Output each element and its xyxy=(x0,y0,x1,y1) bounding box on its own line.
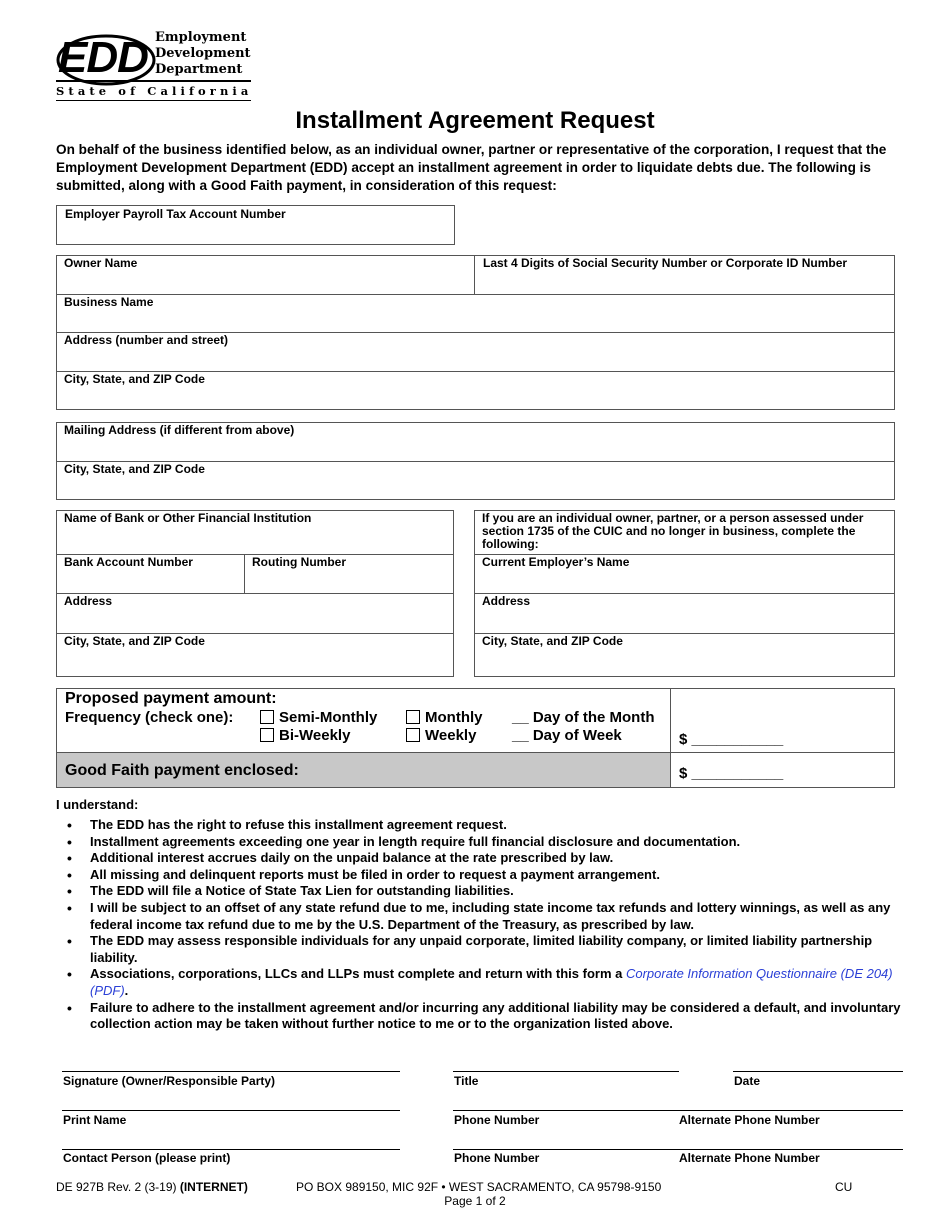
form-code: CU xyxy=(835,1180,853,1194)
contact-alt-phone-label: Alternate Phone Number xyxy=(679,1151,820,1165)
alt-phone-label: Alternate Phone Number xyxy=(679,1113,820,1127)
mailing-city-field[interactable] xyxy=(56,461,895,500)
employer-name-label: Current Employer’s Name xyxy=(482,555,630,569)
bank-account-field[interactable] xyxy=(56,554,244,593)
frequency-label: Frequency (check one): xyxy=(65,709,234,726)
bi-weekly-checkbox[interactable] xyxy=(260,728,274,742)
amount-divider xyxy=(670,688,671,788)
list-item: • Failure to adhere to the installment agreement and/or incurring any additional liability may be considered a default, and involuntary collection action may be taken without further notice to me or to the organization listed above. xyxy=(58,1000,908,1033)
logo-name-1: Employment xyxy=(155,30,247,45)
weekly-checkbox[interactable] xyxy=(406,728,420,742)
weekly-option[interactable] xyxy=(406,727,476,745)
employer-city-label: City, State, and ZIP Code xyxy=(482,634,623,648)
page-title: Installment Agreement Request xyxy=(295,107,655,134)
day-of-month-field[interactable]: __ Day of the Month xyxy=(512,709,655,726)
account-number-label: Employer Payroll Tax Account Number xyxy=(65,207,286,221)
employer-address-label: Address xyxy=(482,594,531,608)
mailing-city-label: City, State, and ZIP Code xyxy=(64,462,205,476)
individual-note xyxy=(474,510,895,554)
good-faith-amount-field[interactable]: $ ___________ xyxy=(679,765,784,782)
business-name-label: Business Name xyxy=(64,295,154,309)
title-line[interactable] xyxy=(453,1071,679,1072)
cuq-link[interactable]: Corporate Information Questionnaire (DE 204) (PDF) xyxy=(90,966,893,998)
title-label: Title xyxy=(454,1074,479,1088)
monthly-option[interactable] xyxy=(406,709,483,727)
city-state-zip-label: City, State, and ZIP Code xyxy=(64,372,205,386)
logo-rule-bottom xyxy=(56,100,251,101)
bank-city-field[interactable] xyxy=(56,633,454,677)
day-of-week-field[interactable]: __ Day of Week xyxy=(512,727,622,744)
edd-logo xyxy=(56,30,256,102)
semi-monthly-checkbox[interactable] xyxy=(260,710,274,724)
list-item: • The EDD has the right to refuse this installment agreement request. xyxy=(58,817,908,834)
semi-monthly-option[interactable] xyxy=(260,709,377,727)
logo-rule xyxy=(56,80,251,82)
city-state-zip-field[interactable] xyxy=(56,371,895,410)
internet-tag: (INTERNET) xyxy=(179,1180,248,1194)
monthly-label: Monthly xyxy=(425,709,483,726)
list-item-text: Associations, corporations, LLCs and LLPs must complete and return with this form a xyxy=(90,966,623,982)
address-street-field[interactable] xyxy=(56,332,895,371)
list-item: • The EDD will file a Notice of State Tax Lien for outstanding liabilities. xyxy=(58,883,908,900)
list-item: • Additional interest accrues daily on the unpaid balance at the rate prescribed by law. xyxy=(58,850,908,867)
individual-note-text: If you are an individual owner, partner, or a person assessed under section 1735 of the CUIC and no longer in business, complete the following: xyxy=(482,511,864,551)
address-street-label: Address (number and street) xyxy=(64,333,229,347)
contact-phone-label: Phone Number xyxy=(454,1151,540,1165)
good-faith-label: Good Faith payment enclosed: xyxy=(65,762,299,779)
bank-name-field[interactable] xyxy=(56,510,454,554)
owner-name-field[interactable] xyxy=(56,255,474,294)
list-item-end: . xyxy=(124,982,129,998)
employer-city-field[interactable] xyxy=(474,633,895,677)
monthly-checkbox[interactable] xyxy=(406,710,420,724)
print-name-label: Print Name xyxy=(63,1113,127,1127)
form-id-text: DE 927B Rev. 2 (3-19) xyxy=(56,1180,177,1194)
ssn-last4-label: Last 4 Digits of Social Security Number or Corporate ID Number xyxy=(483,256,848,270)
list-item: • The EDD may assess responsible individuals for any unpaid corporate, limited liability company, or limited liability partnership liability. xyxy=(58,933,908,966)
form-id xyxy=(56,1180,248,1194)
list-item: • All missing and delinquent reports must be filed in order to request a payment arrangement. xyxy=(58,867,908,884)
phone-label: Phone Number xyxy=(454,1113,540,1127)
employer-address-field[interactable] xyxy=(474,593,895,633)
contact-phone-line[interactable] xyxy=(453,1149,903,1150)
page-number: Page 1 of 2 xyxy=(444,1194,506,1208)
contact-person-line[interactable] xyxy=(62,1149,400,1150)
bi-weekly-label: Bi-Weekly xyxy=(279,727,351,744)
contact-person-label: Contact Person (please print) xyxy=(63,1151,231,1165)
signature-line[interactable] xyxy=(62,1071,400,1072)
ssn-last4-field[interactable] xyxy=(475,255,895,294)
bank-account-label: Bank Account Number xyxy=(64,555,193,569)
logo-abbrev: EDD xyxy=(58,33,148,82)
list-item: • I will be subject to an offset of any state refund due to me, including state income tax refunds and lottery winnings, as well as any federal income tax refund due to me by the U.S. Department of the Treasury, as prescribed by law. xyxy=(58,900,908,933)
bank-city-label: City, State, and ZIP Code xyxy=(64,634,205,648)
employer-name-field[interactable] xyxy=(474,554,895,593)
bank-address-field[interactable] xyxy=(56,593,454,633)
print-name-line[interactable] xyxy=(62,1110,400,1111)
signature-label: Signature (Owner/Responsible Party) xyxy=(63,1074,276,1088)
semi-monthly-label: Semi-Monthly xyxy=(279,709,378,726)
bank-address-label: Address xyxy=(64,594,113,608)
weekly-label: Weekly xyxy=(425,727,477,744)
bi-weekly-option[interactable] xyxy=(260,727,350,745)
understand-heading: I understand: xyxy=(56,797,139,812)
logo-name-3: Department xyxy=(155,62,243,77)
bank-name-label: Name of Bank or Other Financial Institution xyxy=(64,511,312,525)
business-name-field[interactable] xyxy=(56,294,895,332)
routing-number-label: Routing Number xyxy=(252,555,346,569)
list-item: • Installment agreements exceeding one year in length require full financial disclosure and documentation. xyxy=(58,834,908,851)
proposed-amount-field[interactable]: $ ___________ xyxy=(679,731,784,748)
logo-name-2: Development xyxy=(155,46,251,61)
owner-name-label: Owner Name xyxy=(64,256,138,270)
list-item xyxy=(58,966,908,999)
logo-state: State of California xyxy=(56,84,253,98)
row-divider xyxy=(56,752,895,753)
mailing-address-footer: PO BOX 989150, MIC 92F • WEST SACRAMENTO, CA 95798-9150 xyxy=(296,1180,662,1194)
intro-paragraph: On behalf of the business identified below, as an individual owner, partner or representative of the corporation, I request that the Employment Development Department (EDD) accept an installment agreement in order to liquidate debts due. The following is submitted, along with a Good Faith payment, in consideration of this request: xyxy=(56,142,887,193)
mailing-address-field[interactable] xyxy=(56,422,895,461)
routing-number-field[interactable] xyxy=(244,554,454,593)
understand-list xyxy=(58,817,908,1033)
date-label: Date xyxy=(734,1074,761,1088)
proposed-payment-label: Proposed payment amount: xyxy=(65,690,277,707)
mailing-address-label: Mailing Address (if different from above) xyxy=(64,423,295,437)
account-number-field[interactable] xyxy=(56,205,455,245)
date-line[interactable] xyxy=(733,1071,903,1072)
phone-line[interactable] xyxy=(453,1110,903,1111)
